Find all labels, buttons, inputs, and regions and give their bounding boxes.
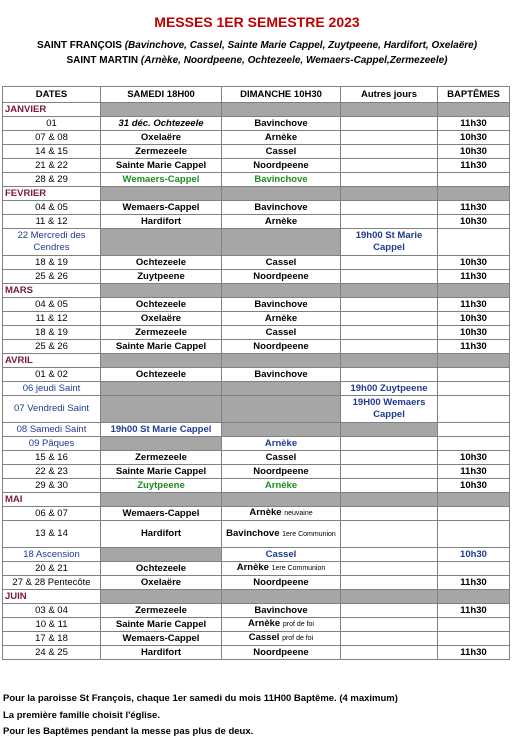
dimanche-cell: Bavinchove xyxy=(222,201,341,215)
gray-cell xyxy=(438,493,510,507)
samedi-cell: Ochtezeele xyxy=(101,562,222,576)
table-row xyxy=(3,326,510,340)
parish-villages: (Arnèke, Noordpeene, Ochtezeele, Wemaers-Cappel,Zermezeele) xyxy=(140,55,448,66)
autres-cell xyxy=(341,507,438,521)
samedi-cell xyxy=(101,229,222,256)
bapteme-cell: 11h30 xyxy=(438,201,510,215)
dimanche-place: Bavinchove xyxy=(226,527,280,539)
samedi-cell: Zermezeele xyxy=(101,326,222,340)
gray-cell xyxy=(222,103,341,117)
autres-cell xyxy=(341,423,438,437)
dimanche-cell xyxy=(222,382,341,396)
samedi-cell: Zermezeele xyxy=(101,451,222,465)
bapteme-cell: 11h30 xyxy=(438,646,510,660)
samedi-cell xyxy=(101,548,222,562)
table-row xyxy=(3,159,510,173)
table-row xyxy=(3,479,510,493)
autres-cell xyxy=(341,326,438,340)
autres-cell xyxy=(341,451,438,465)
dimanche-cell: Noordpeene xyxy=(222,340,341,354)
bapteme-cell: 10h30 xyxy=(438,312,510,326)
month-label: MAI xyxy=(3,493,101,507)
dimanche-cell: Cassel xyxy=(222,256,341,270)
dimanche-cell: Bavinchove xyxy=(222,604,341,618)
date-cell: 28 & 29 xyxy=(3,173,101,187)
samedi-cell: Ochtezeele xyxy=(101,298,222,312)
samedi-cell: Hardifort xyxy=(101,215,222,229)
autres-cell xyxy=(341,562,438,576)
dimanche-place: Cassel xyxy=(248,632,280,643)
table-row xyxy=(3,618,510,632)
table-header xyxy=(3,87,510,103)
autres-cell xyxy=(341,312,438,326)
autres-cell xyxy=(341,576,438,590)
table-row xyxy=(3,423,510,437)
bapteme-cell xyxy=(438,368,510,382)
bapteme-cell xyxy=(438,521,510,548)
samedi-cell: Zermezeele xyxy=(101,604,222,618)
mass-schedule-table xyxy=(2,86,510,660)
bapteme-cell: 10h30 xyxy=(438,451,510,465)
table-row xyxy=(3,340,510,354)
dimanche-cell: Arnèke xyxy=(222,312,341,326)
table-row xyxy=(3,562,510,576)
samedi-cell: 31 déc. Ochtezeele xyxy=(101,117,222,131)
footnote-3: Pour les Baptêmes pendant la messe pas plus de deux. xyxy=(3,726,254,737)
bapteme-cell: 10h30 xyxy=(438,326,510,340)
date-cell: 11 & 12 xyxy=(3,312,101,326)
autres-cell xyxy=(341,521,438,548)
bapteme-cell xyxy=(438,229,510,256)
table-row xyxy=(3,256,510,270)
gray-cell xyxy=(438,103,510,117)
subtitle-saint-martin xyxy=(0,55,514,66)
gray-cell xyxy=(341,493,438,507)
dimanche-cell: Bavinchove xyxy=(222,368,341,382)
autres-cell xyxy=(341,201,438,215)
autres-cell xyxy=(341,437,438,451)
date-cell: 04 & 05 xyxy=(3,298,101,312)
table-row xyxy=(3,576,510,590)
month-row-janvier xyxy=(3,103,510,117)
footnote-1: Pour la paroisse St François, chaque 1er samedi du mois 11H00 Baptême. (4 maximum) xyxy=(3,693,398,704)
date-cell: 24 & 25 xyxy=(3,646,101,660)
gray-cell xyxy=(341,187,438,201)
samedi-cell: Hardifort xyxy=(101,521,222,548)
gray-cell xyxy=(101,103,222,117)
month-row-mai xyxy=(3,493,510,507)
dimanche-cell: Cassel xyxy=(222,451,341,465)
dimanche-cell xyxy=(222,423,341,437)
dimanche-cell: Cassel xyxy=(222,548,341,562)
table-row xyxy=(3,368,510,382)
dimanche-cell: Noordpeene xyxy=(222,576,341,590)
month-label: AVRIL xyxy=(3,354,101,368)
samedi-cell: Wemaers-Cappel xyxy=(101,507,222,521)
bapteme-cell: 10h30 xyxy=(438,479,510,493)
header-samedi: SAMEDI 18H00 xyxy=(101,87,222,103)
autres-cell xyxy=(341,632,438,646)
table-row xyxy=(3,229,510,256)
gray-cell xyxy=(222,590,341,604)
dimanche-cell: Bavinchove xyxy=(222,117,341,131)
table-row xyxy=(3,382,510,396)
dimanche-cell: Arnèke xyxy=(222,479,341,493)
date-cell: 07 & 08 xyxy=(3,131,101,145)
autres-cell xyxy=(341,646,438,660)
dimanche-cell: Bavinchove xyxy=(222,173,341,187)
bapteme-cell xyxy=(438,618,510,632)
date-cell: 01 & 02 xyxy=(3,368,101,382)
autres-cell: 19h00 St Marie Cappel xyxy=(341,229,438,256)
samedi-cell: Oxelaëre xyxy=(101,312,222,326)
table-row xyxy=(3,604,510,618)
date-cell: 07 Vendredi Saint xyxy=(3,396,101,423)
date-cell: 22 Mercredi des Cendres xyxy=(3,229,101,256)
table-row xyxy=(3,521,510,548)
samedi-cell: Sainte Marie Cappel xyxy=(101,618,222,632)
samedi-cell: Oxelaëre xyxy=(101,131,222,145)
autres-cell xyxy=(341,298,438,312)
subtitle-saint-francois xyxy=(0,40,514,51)
dimanche-place: Arnèke xyxy=(248,618,281,629)
month-row-avril xyxy=(3,354,510,368)
gray-cell xyxy=(341,284,438,298)
gray-cell xyxy=(438,354,510,368)
gray-cell xyxy=(341,590,438,604)
dimanche-cell: Cassel xyxy=(222,326,341,340)
date-cell: 29 & 30 xyxy=(3,479,101,493)
samedi-cell xyxy=(101,382,222,396)
autres-cell xyxy=(341,256,438,270)
parish-name: SAINT FRANÇOIS xyxy=(36,40,122,51)
header-baptemes: BAPTÊMES xyxy=(438,87,510,103)
autres-cell xyxy=(341,215,438,229)
autres-cell xyxy=(341,548,438,562)
samedi-cell: Sainte Marie Cappel xyxy=(101,465,222,479)
bapteme-cell xyxy=(438,437,510,451)
autres-cell xyxy=(341,604,438,618)
bapteme-cell xyxy=(438,396,510,423)
bapteme-cell: 11h30 xyxy=(438,604,510,618)
bapteme-cell: 10h30 xyxy=(438,131,510,145)
gray-cell xyxy=(101,590,222,604)
gray-cell xyxy=(438,284,510,298)
date-cell: 25 & 26 xyxy=(3,340,101,354)
date-cell: 06 & 07 xyxy=(3,507,101,521)
dimanche-note: 1ere Communion xyxy=(282,530,336,538)
dimanche-cell: Arnèke xyxy=(222,131,341,145)
date-cell: 13 & 14 xyxy=(3,521,101,548)
table-row xyxy=(3,396,510,423)
table-row xyxy=(3,437,510,451)
date-cell: 17 & 18 xyxy=(3,632,101,646)
date-cell: 21 & 22 xyxy=(3,159,101,173)
gray-cell xyxy=(341,354,438,368)
date-cell: 09 Pâques xyxy=(3,437,101,451)
table-row xyxy=(3,632,510,646)
table-row xyxy=(3,298,510,312)
dimanche-cell xyxy=(222,632,341,646)
dimanche-note: prof de foi xyxy=(282,635,314,642)
table-row xyxy=(3,131,510,145)
bapteme-cell: 10h30 xyxy=(438,215,510,229)
bapteme-cell xyxy=(438,507,510,521)
table-row xyxy=(3,117,510,131)
table-row xyxy=(3,201,510,215)
gray-cell xyxy=(438,187,510,201)
samedi-cell: Wemaers-Cappel xyxy=(101,201,222,215)
date-cell: 04 & 05 xyxy=(3,201,101,215)
gray-cell xyxy=(341,103,438,117)
table-row xyxy=(3,451,510,465)
dimanche-cell: Noordpeene xyxy=(222,646,341,660)
samedi-cell: 19h00 St Marie Cappel xyxy=(101,423,222,437)
table-row xyxy=(3,507,510,521)
date-cell: 20 & 21 xyxy=(3,562,101,576)
date-cell: 01 xyxy=(3,117,101,131)
bapteme-cell: 11h30 xyxy=(438,117,510,131)
table-row xyxy=(3,270,510,284)
gray-cell xyxy=(222,284,341,298)
date-cell: 11 & 12 xyxy=(3,215,101,229)
date-cell: 22 & 23 xyxy=(3,465,101,479)
bapteme-cell: 10h30 xyxy=(438,548,510,562)
bapteme-cell xyxy=(438,632,510,646)
date-cell: 25 & 26 xyxy=(3,270,101,284)
autres-cell xyxy=(341,368,438,382)
gray-cell xyxy=(222,187,341,201)
gray-cell xyxy=(438,590,510,604)
autres-cell: 19H00 Wemaers Cappel xyxy=(341,396,438,423)
bapteme-cell: 11h30 xyxy=(438,340,510,354)
bapteme-cell: 11h30 xyxy=(438,270,510,284)
samedi-cell: Sainte Marie Cappel xyxy=(101,340,222,354)
table-row xyxy=(3,548,510,562)
dimanche-cell xyxy=(222,562,341,576)
month-row-fevrier xyxy=(3,187,510,201)
samedi-cell: Zuytpeene xyxy=(101,270,222,284)
dimanche-cell xyxy=(222,521,341,548)
autres-cell xyxy=(341,479,438,493)
table-row xyxy=(3,312,510,326)
dimanche-note: 1ere Communion xyxy=(271,565,326,572)
dimanche-cell: Noordpeene xyxy=(222,465,341,479)
bapteme-cell xyxy=(438,173,510,187)
date-cell: 10 & 11 xyxy=(3,618,101,632)
samedi-cell: Wemaers-Cappel xyxy=(101,173,222,187)
month-label: MARS xyxy=(3,284,101,298)
dimanche-cell: Arnèke xyxy=(222,215,341,229)
dimanche-note: prof de foi xyxy=(282,621,314,628)
gray-cell xyxy=(101,187,222,201)
bapteme-cell: 11h30 xyxy=(438,298,510,312)
month-label: FEVRIER xyxy=(3,187,101,201)
date-cell: 03 & 04 xyxy=(3,604,101,618)
samedi-cell: Ochtezeele xyxy=(101,256,222,270)
table-row xyxy=(3,145,510,159)
date-cell: 27 & 28 Pentecôte xyxy=(3,576,101,590)
samedi-cell: Oxelaëre xyxy=(101,576,222,590)
autres-cell xyxy=(341,173,438,187)
samedi-cell: Sainte Marie Cappel xyxy=(101,159,222,173)
table-row xyxy=(3,646,510,660)
date-cell: 18 & 19 xyxy=(3,256,101,270)
samedi-cell: Hardifort xyxy=(101,646,222,660)
autres-cell: 19h00 Zuytpeene xyxy=(341,382,438,396)
dimanche-place: Arnèke xyxy=(236,562,269,573)
dimanche-note: neuvaine xyxy=(284,510,313,517)
dimanche-cell: Noordpeene xyxy=(222,159,341,173)
autres-cell xyxy=(341,618,438,632)
month-label: JUIN xyxy=(3,590,101,604)
dimanche-cell xyxy=(222,618,341,632)
bapteme-cell xyxy=(438,423,510,437)
month-label: JANVIER xyxy=(3,103,101,117)
date-cell: 08 Samedi Saint xyxy=(3,423,101,437)
bapteme-cell xyxy=(438,562,510,576)
autres-cell xyxy=(341,270,438,284)
gray-cell xyxy=(101,354,222,368)
table-row xyxy=(3,465,510,479)
gray-cell xyxy=(222,493,341,507)
date-cell: 18 & 19 xyxy=(3,326,101,340)
header-dimanche: DIMANCHE 10H30 xyxy=(222,87,341,103)
samedi-cell: Ochtezeele xyxy=(101,368,222,382)
autres-cell xyxy=(341,465,438,479)
date-cell: 14 & 15 xyxy=(3,145,101,159)
dimanche-cell: Bavinchove xyxy=(222,298,341,312)
month-row-mars xyxy=(3,284,510,298)
date-cell: 18 Ascension xyxy=(3,548,101,562)
bapteme-cell: 11h30 xyxy=(438,159,510,173)
samedi-cell: Zermezeele xyxy=(101,145,222,159)
autres-cell xyxy=(341,117,438,131)
bapteme-cell: 10h30 xyxy=(438,145,510,159)
header-dates: DATES xyxy=(3,87,101,103)
parish-villages: (Bavinchove, Cassel, Sainte Marie Cappel, Zuytpeene, Hardifort, Oxelaëre) xyxy=(124,40,478,51)
gray-cell xyxy=(101,284,222,298)
bapteme-cell: 11h30 xyxy=(438,576,510,590)
parish-name: SAINT MARTIN xyxy=(66,55,139,66)
samedi-cell: Wemaers-Cappel xyxy=(101,632,222,646)
samedi-cell xyxy=(101,437,222,451)
bapteme-cell: 11h30 xyxy=(438,465,510,479)
footnote-2: La première famille choisit l'église. xyxy=(3,710,160,721)
dimanche-cell xyxy=(222,396,341,423)
dimanche-place: Arnèke xyxy=(249,507,282,518)
table-row xyxy=(3,173,510,187)
autres-cell xyxy=(341,145,438,159)
date-cell: 15 & 16 xyxy=(3,451,101,465)
bapteme-cell xyxy=(438,382,510,396)
header-autres: Autres jours xyxy=(341,87,438,103)
samedi-cell xyxy=(101,396,222,423)
dimanche-cell: Arnèke xyxy=(222,437,341,451)
bapteme-cell: 10h30 xyxy=(438,256,510,270)
table-row xyxy=(3,215,510,229)
page-title: MESSES 1ER SEMESTRE 2023 xyxy=(154,14,360,30)
dimanche-cell xyxy=(222,229,341,256)
month-row-juin xyxy=(3,590,510,604)
samedi-cell: Zuytpeene xyxy=(101,479,222,493)
dimanche-cell: Noordpeene xyxy=(222,270,341,284)
autres-cell xyxy=(341,340,438,354)
gray-cell xyxy=(101,493,222,507)
gray-cell xyxy=(222,354,341,368)
autres-cell xyxy=(341,131,438,145)
dimanche-cell xyxy=(222,507,341,521)
autres-cell xyxy=(341,159,438,173)
date-cell: 06 jeudi Saint xyxy=(3,382,101,396)
dimanche-cell: Cassel xyxy=(222,145,341,159)
